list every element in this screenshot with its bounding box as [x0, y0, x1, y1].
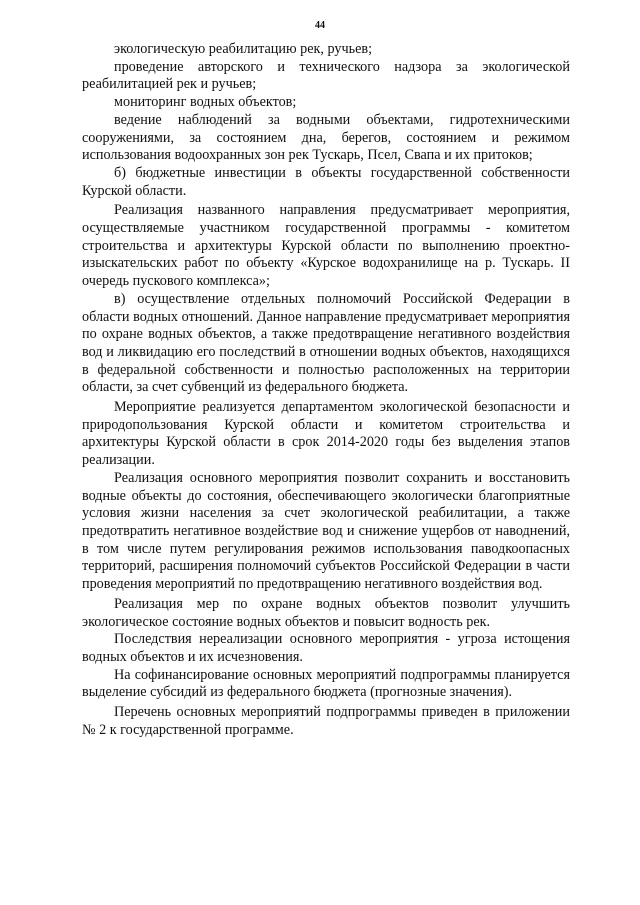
paragraph: в) осуществление отдельных полномочий Российской Федерации в области водных отношений. Данное направление предусматривает мероприятия по охране водных объектов, а также предотвращение негативного воздействия вод и ликвидацию его последствий в отношении водных объектов, находящихся в федеральной собственности и полностью расположенных на территории области, за счет субвенций из федерального бюджета. — [82, 290, 570, 396]
paragraph: экологическую реабилитацию рек, ручьев; — [114, 41, 373, 57]
paragraph: Реализация мер по охране водных объектов позволит улучшить экологическое состояние водных объектов и повысит водность рек. — [82, 595, 570, 630]
document-body — [82, 41, 570, 739]
paragraph: ведение наблюдений за водными объектами, гидротехническими сооружениями, за состоянием дна, берегов, состоянием и режимом использования водоохранных зон рек Тускарь, Псел, Свапа и их притоков; — [82, 111, 570, 164]
paragraph: проведение авторского и технического надзора за экологической реабилитацией рек и ручьев; — [82, 58, 570, 93]
paragraph: б) бюджетные инвестиции в объекты государственной собственности Курской области. — [82, 164, 570, 199]
paragraph: Последствия нереализации основного мероприятия - угроза истощения водных объектов и их исчезновения. — [82, 631, 570, 665]
paragraph: Реализация названного направления предусматривает мероприятия, осуществляемые участником государственной программы - комитетом строительства и архитектуры Курской области по выполнению проектно-изыскательских работ по объекту «Курское водохранилище на р. Тускарь. II очередь пускового комплекса»; — [82, 202, 570, 290]
page-number: 44 — [315, 20, 325, 31]
paragraph: мониторинг водных объектов; — [114, 94, 297, 111]
paragraph: На софинансирование основных мероприятий подпрограммы планируется выделение субсидий из федерального бюджета (прогнозные значения). — [82, 666, 570, 701]
paragraph: Реализация основного мероприятия позволит сохранить и восстановить водные объекты до состояния, обеспечивающего экологически благоприятные условия жизни населения за счет экологической реабилитации, а также предотвратить негативное воздействие вод и снижение ущербов от наводнений, в том числе путем регулирования режимов использования паводкоопасных территорий, расширения полномочий субъектов Российской Федерации в части проведения мероприятий по предотвращению негативного воздействия вод. — [82, 469, 570, 593]
paragraph: Перечень основных мероприятий подпрограммы приведен в приложении № 2 к государственной программе. — [82, 704, 570, 738]
paragraph: Мероприятие реализуется департаментом экологической безопасности и природопользования Курской области и комитетом строительства и архитектуры Курской области в срок 2014-2020 годы без выделения этапов реализации. — [82, 399, 570, 469]
